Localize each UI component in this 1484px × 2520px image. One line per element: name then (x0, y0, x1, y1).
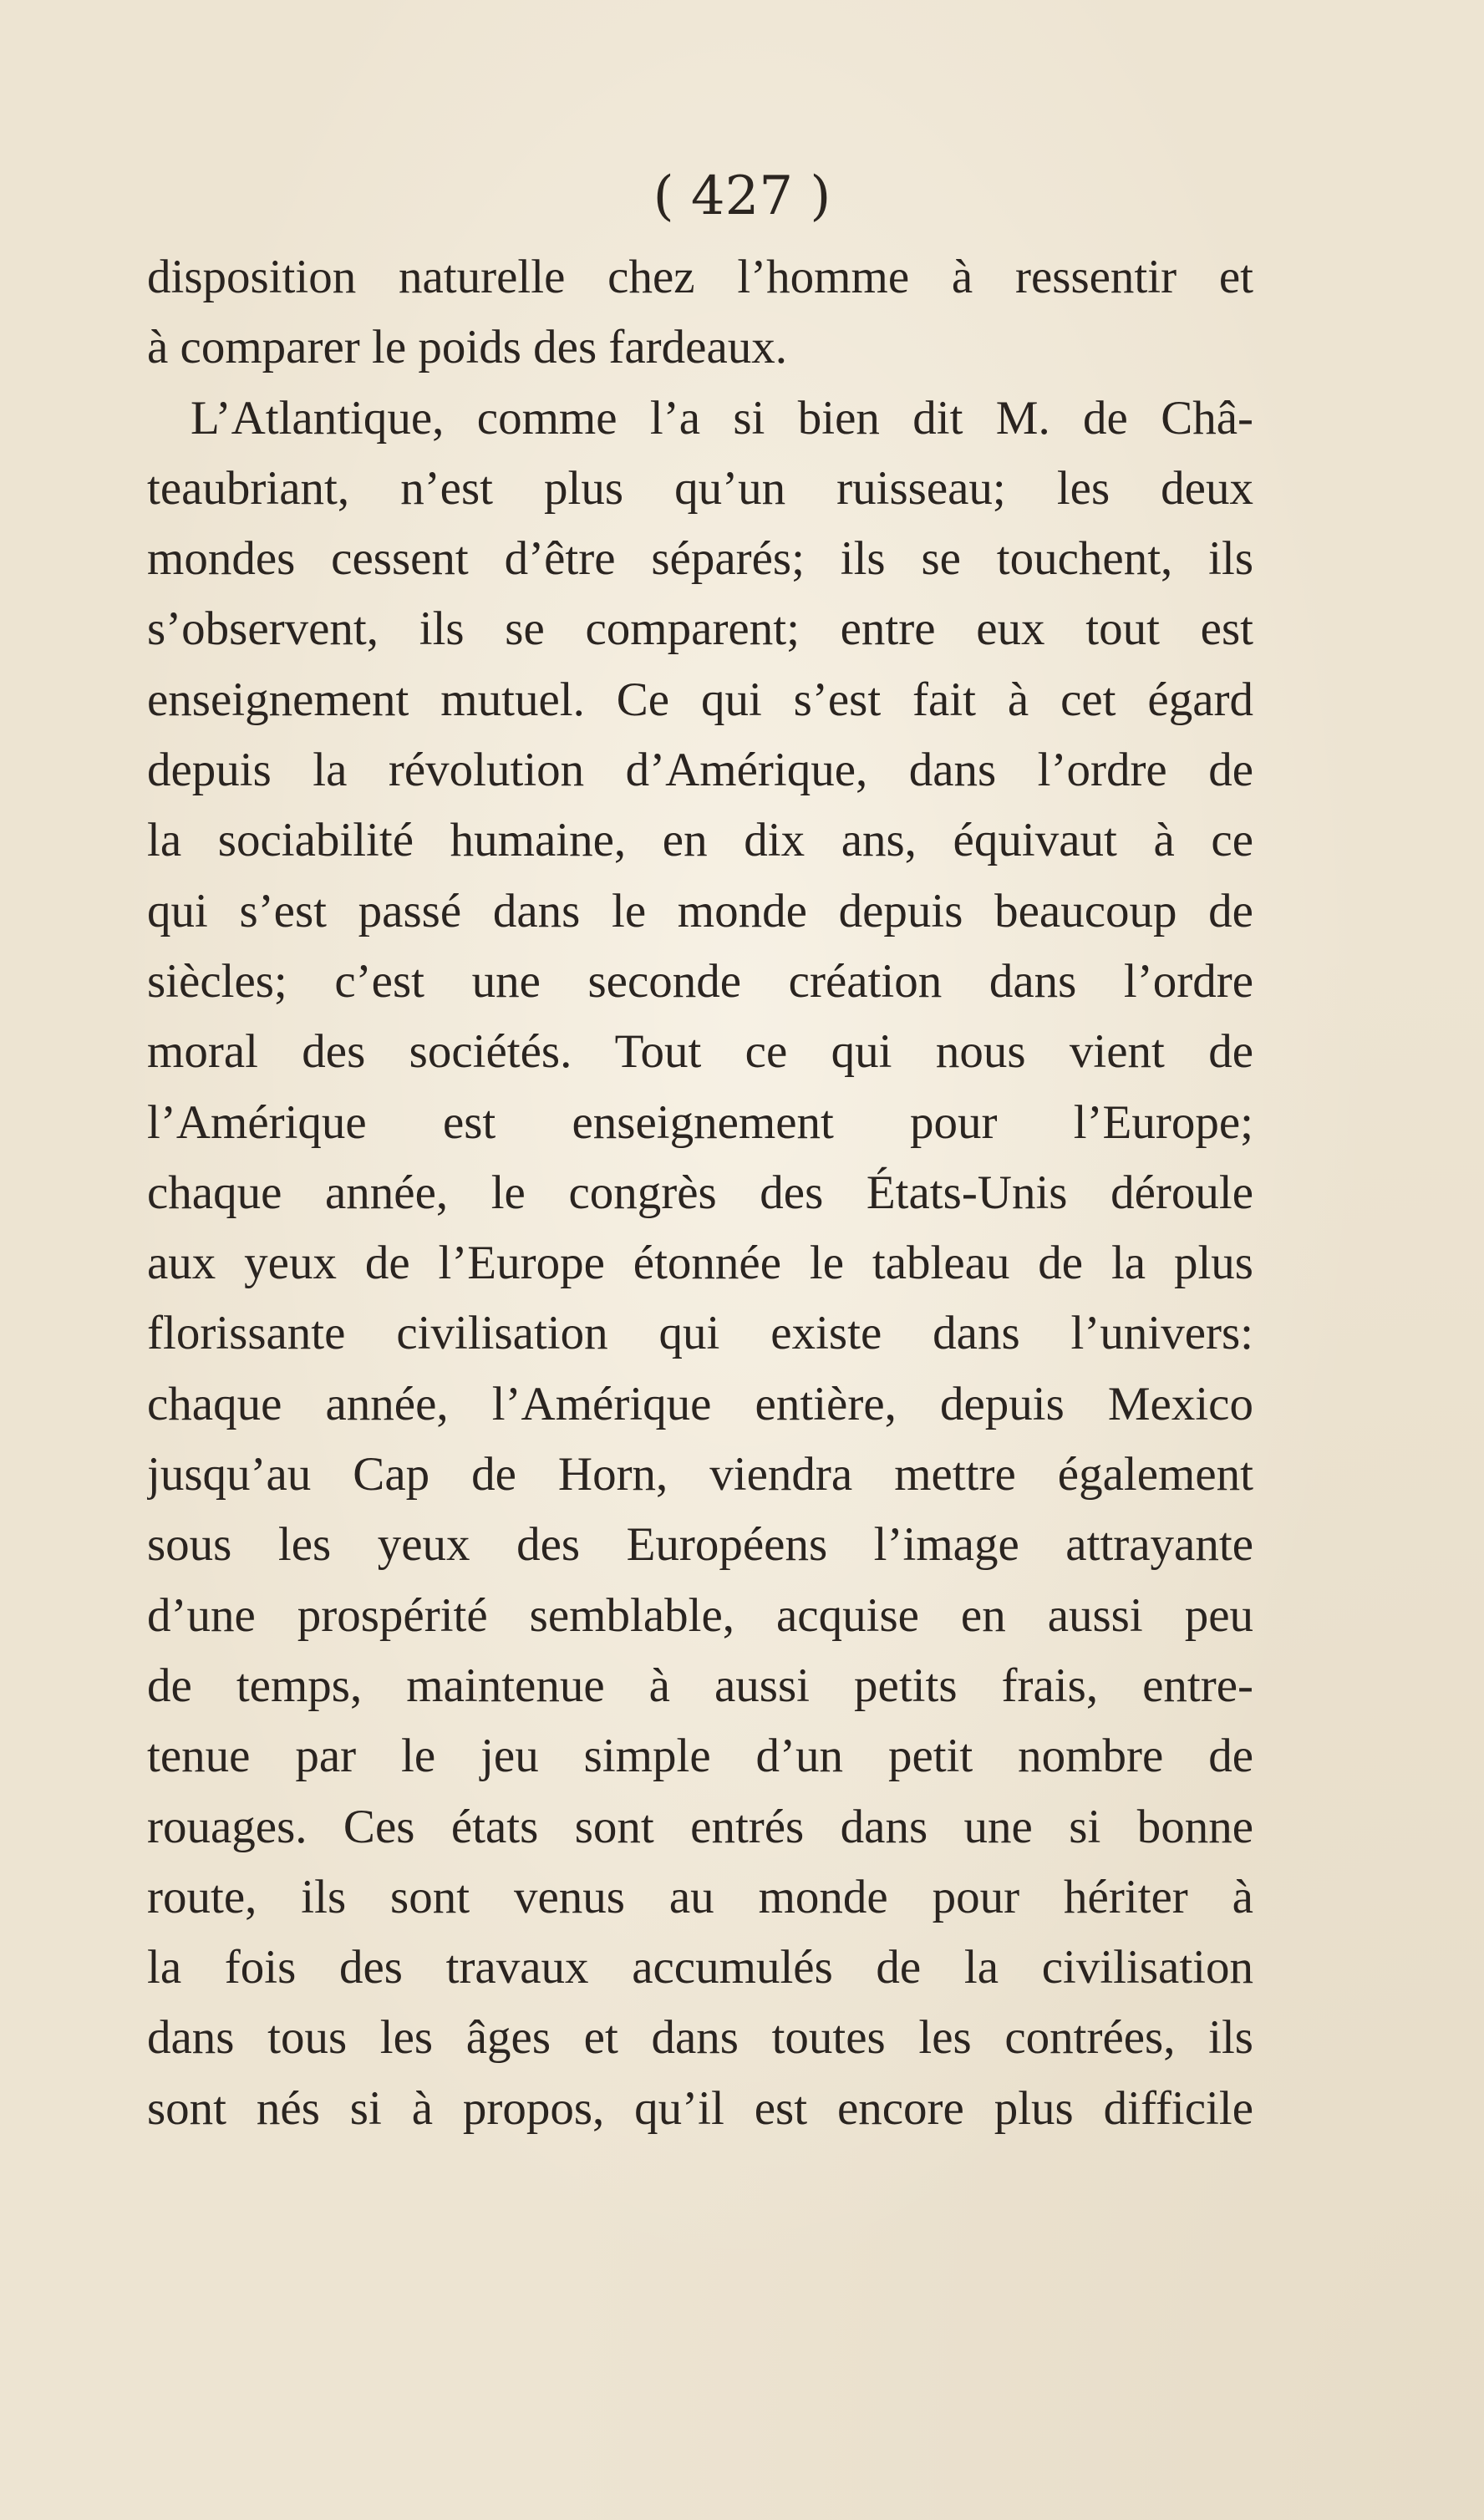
text-line: chaque année, le congrès des États-Unis déroule (147, 1166, 1253, 1219)
text-line: disposition naturelle chez l’homme à ressentir et (147, 251, 1253, 303)
text-line: L’Atlantique, comme l’a si bien dit M. de Châ- (191, 391, 1253, 445)
text-line: de temps, maintenue à aussi petits frais, entre- (147, 1659, 1253, 1712)
text-line: s’observent, ils se comparent; entre eux tout est (147, 602, 1253, 656)
body-text (147, 242, 1253, 2144)
text-line: mondes cessent d’être séparés; ils se touchent, ils (147, 532, 1253, 586)
text-line: à comparer le poids des fardeaux. (147, 321, 787, 374)
text-line: sous les yeux des Européens l’image attrayante (147, 1518, 1253, 1572)
text-line: l’Amérique est enseignement pour l’Europe; (147, 1095, 1253, 1149)
text-line: aux yeux de l’Europe étonnée le tableau de la plus (147, 1237, 1253, 1290)
text-line: moral des sociétés. Tout ce qui nous vient de (147, 1025, 1253, 1079)
text-line: jusqu’au Cap de Horn, viendra mettre également (147, 1448, 1253, 1501)
text-line: la sociabilité humaine, en dix ans, équivaut à ce (147, 814, 1253, 867)
text-line: route, ils sont venus au monde pour hériter à (147, 1870, 1253, 1923)
text-line: depuis la révolution d’Amérique, dans l’ordre de (147, 744, 1253, 797)
text-line: rouages. Ces états sont entrés dans une si bonne (147, 1800, 1253, 1853)
text-line: enseignement mutuel. Ce qui s’est fait à cet égard (147, 673, 1253, 726)
text-line: d’une prospérité semblable, acquise en aussi peu (147, 1588, 1253, 1642)
text-line: chaque année, l’Amérique entière, depuis Mexico (147, 1377, 1253, 1430)
text-line: la fois des travaux accumulés de la civilisation (147, 1941, 1253, 1994)
text-line: qui s’est passé dans le monde depuis beaucoup de (147, 884, 1253, 937)
text-line: sont nés si à propos, qu’il est encore plus difficile (147, 2081, 1253, 2135)
page-number: ( 427 ) (653, 165, 831, 227)
text-line: teaubriant, n’est plus qu’un ruisseau; les deux (147, 461, 1253, 515)
text-line: tenue par le jeu simple d’un petit nombre de (147, 1730, 1253, 1783)
text-line: siècles; c’est une seconde création dans l’ordre (147, 954, 1253, 1008)
text-line: florissante civilisation qui existe dans l’univers: (147, 1307, 1253, 1360)
text-line: dans tous les âges et dans toutes les contrées, ils (147, 2011, 1253, 2065)
